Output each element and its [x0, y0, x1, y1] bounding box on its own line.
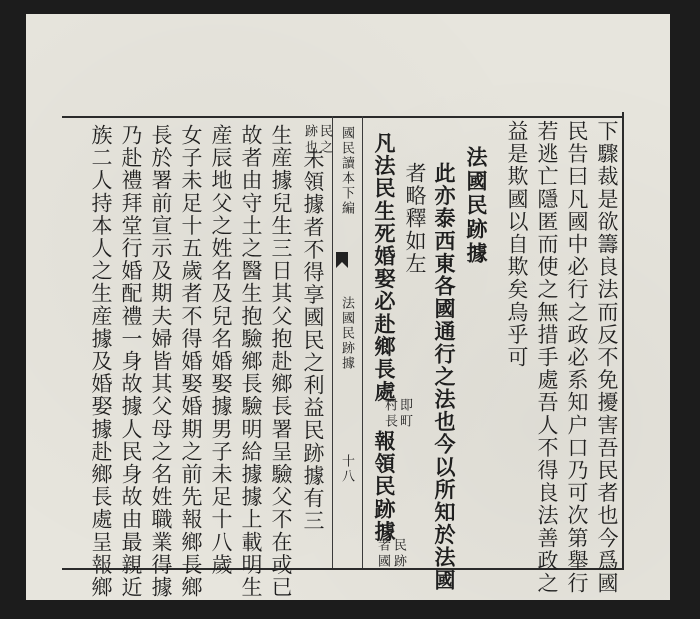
fish-tail-ornament-icon [336, 252, 348, 268]
text-column-4: 益是欺國以自欺矣烏乎可 [505, 120, 529, 369]
frame-right-rule [622, 112, 624, 570]
annotation-kokusha: 者國 [375, 538, 390, 570]
text-column-15: 乃赴禮拜堂行婚配禮一身故據人民身故由最親近 [119, 124, 143, 599]
text-column-12-continued: 婚娶據男子未足十八歲 [209, 350, 233, 576]
text-column-9: 未領據者不得享國民之利益民跡據有三 [301, 148, 325, 533]
annotation-soncho: 村長 [382, 398, 397, 430]
annotation-sekiya: 跡也 [302, 124, 317, 156]
text-column-8-continued: 報領民跡據 [372, 430, 397, 543]
gutter-rule-left [332, 116, 333, 568]
text-column-11: 故者由守土之醫生抱驗鄉長驗明給據據上載明生 [239, 124, 263, 599]
section-heading: 法國民跡據 [464, 146, 489, 266]
text-column-6: 此亦泰西東各國通行之法也今以所知於法國 [432, 162, 457, 592]
gutter-rule-right [362, 116, 363, 568]
annotation-minshi: 民之 [317, 124, 332, 156]
text-column-1: 下驟裁是欲籌良法而反不免擾害吾民者也今爲國 [595, 120, 619, 595]
text-column-16: 族二人持本人之生産據及婚娶據赴鄉長處呈報鄉 [89, 124, 113, 599]
text-column-10: 生産據兒生三日其父抱赴鄉長署呈驗父不在或已 [269, 124, 293, 599]
text-column-3: 若逃亡隱匿而使之無措手處吾人不得良法善政之 [535, 120, 559, 595]
annotation-minseki: 民跡 [391, 538, 406, 570]
text-column-8: 凡法民生死婚娶必赴鄉長處 [372, 132, 397, 404]
text-column-7: 者略釋如左 [403, 162, 427, 275]
text-column-14: 長於署前宣示及期夫婦皆其父母之名姓職業得據 [149, 124, 173, 599]
annotation-jicho: 即町 [397, 398, 412, 430]
page-number: 十八 [339, 454, 354, 484]
text-column-2: 民告曰凡國中必行之政必系知户口乃可次第舉行 [565, 120, 589, 595]
frame-top-rule [62, 116, 622, 118]
text-column-13: 女子未足十五歲者不得婚娶婚期之前先報鄉長鄉 [179, 124, 203, 599]
book-title: 國民讀本下編 [339, 126, 354, 216]
text-column-12: 産辰地父之姓名及兒名 [209, 124, 233, 350]
section-title-margin: 法國民跡據 [339, 296, 354, 371]
